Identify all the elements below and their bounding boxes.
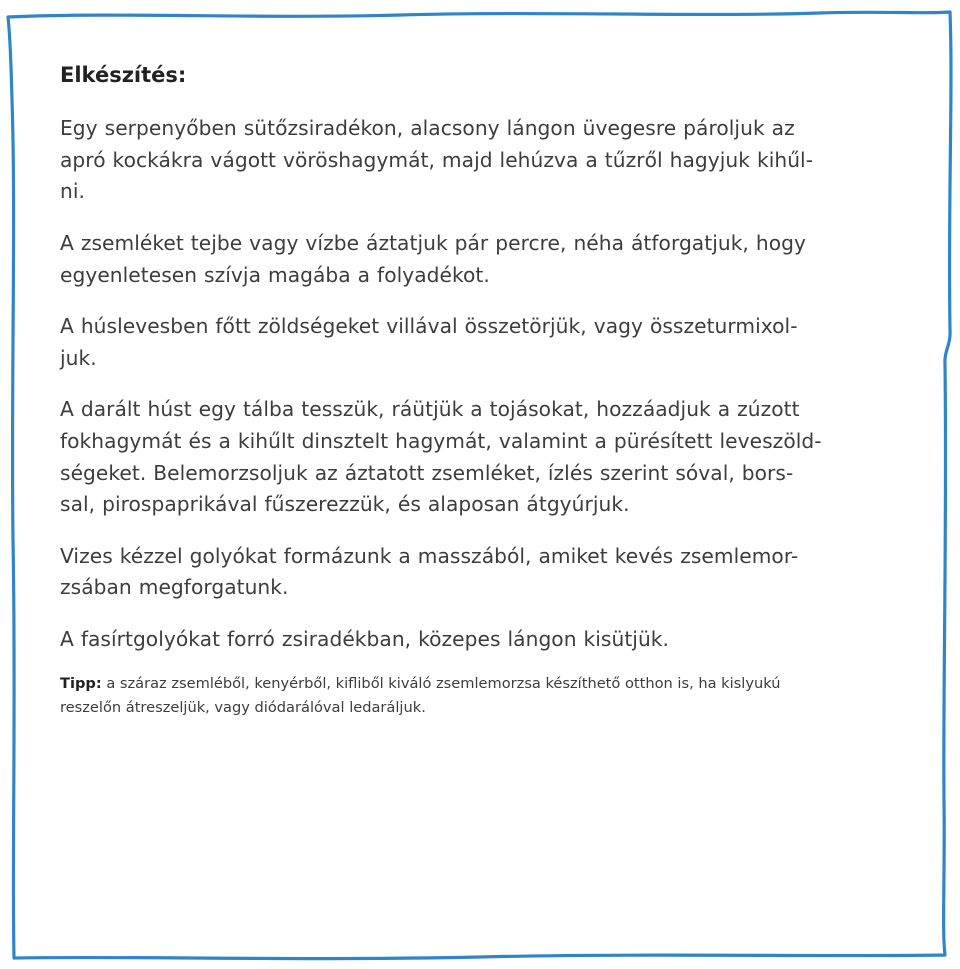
text-line: apró kockákra vágott vöröshagymát, majd lehúzva a tűzről hagyjuk kihűl- bbox=[60, 147, 814, 172]
step-paragraph bbox=[60, 624, 905, 656]
step-paragraph bbox=[60, 541, 905, 604]
step-paragraph bbox=[60, 311, 905, 374]
step-paragraph bbox=[60, 113, 905, 208]
text-line: A húslevesben főtt zöldségeket villával összetörjük, vagy összeturmixol- bbox=[60, 314, 798, 339]
text-line: A zsemléket tejbe vagy vízbe áztatjuk pár percre, néha átforgatjuk, hogy bbox=[60, 231, 806, 256]
text-line: Egy serpenyőben sütőzsiradékon, alacsony lángon üvegesre pároljuk az bbox=[60, 116, 795, 141]
step-paragraph bbox=[60, 394, 905, 520]
text-line: A darált húst egy tálba tesszük, ráütjük a tojásokat, hozzáadjuk a zúzott bbox=[60, 397, 800, 422]
section-heading: Elkészítés: bbox=[60, 63, 187, 87]
text-line: Vizes kézzel golyókat formázunk a masszából, amiket kevés zsemlemor- bbox=[60, 543, 799, 568]
tip-text: a száraz zsemléből, kenyérből, kifliből kiváló zsemlemorzsa készíthető otthon is, ha kislyukú bbox=[101, 674, 781, 692]
tip-line: reszelőn átreszeljük, vagy diódarálóval ledaráljuk. bbox=[60, 698, 426, 716]
text-line: egyenletesen szívja magába a folyadékot. bbox=[60, 262, 490, 287]
text-line: fokhagymát és a kihűlt dinsztelt hagymát, valamint a pürésített leveszöld- bbox=[60, 429, 822, 454]
tip-line bbox=[60, 672, 905, 696]
tip-label: Tipp: bbox=[60, 674, 102, 692]
text-line: sal, pirospaprikával fűszerezzük, és alaposan átgyúrjuk. bbox=[60, 492, 630, 517]
text-line: zsában megforgatunk. bbox=[60, 575, 289, 600]
tip-note bbox=[60, 672, 905, 720]
recipe-content bbox=[60, 62, 905, 720]
step-paragraph bbox=[60, 228, 905, 291]
text-line: A fasírtgolyókat forró zsiradékban, közepes lángon kisütjük. bbox=[60, 627, 670, 652]
text-line: ni. bbox=[60, 179, 85, 204]
text-line: ségeket. Belemorzsoljuk az áztatott zsemléket, ízlés szerint sóval, bors- bbox=[60, 460, 794, 485]
text-line: juk. bbox=[60, 345, 97, 370]
